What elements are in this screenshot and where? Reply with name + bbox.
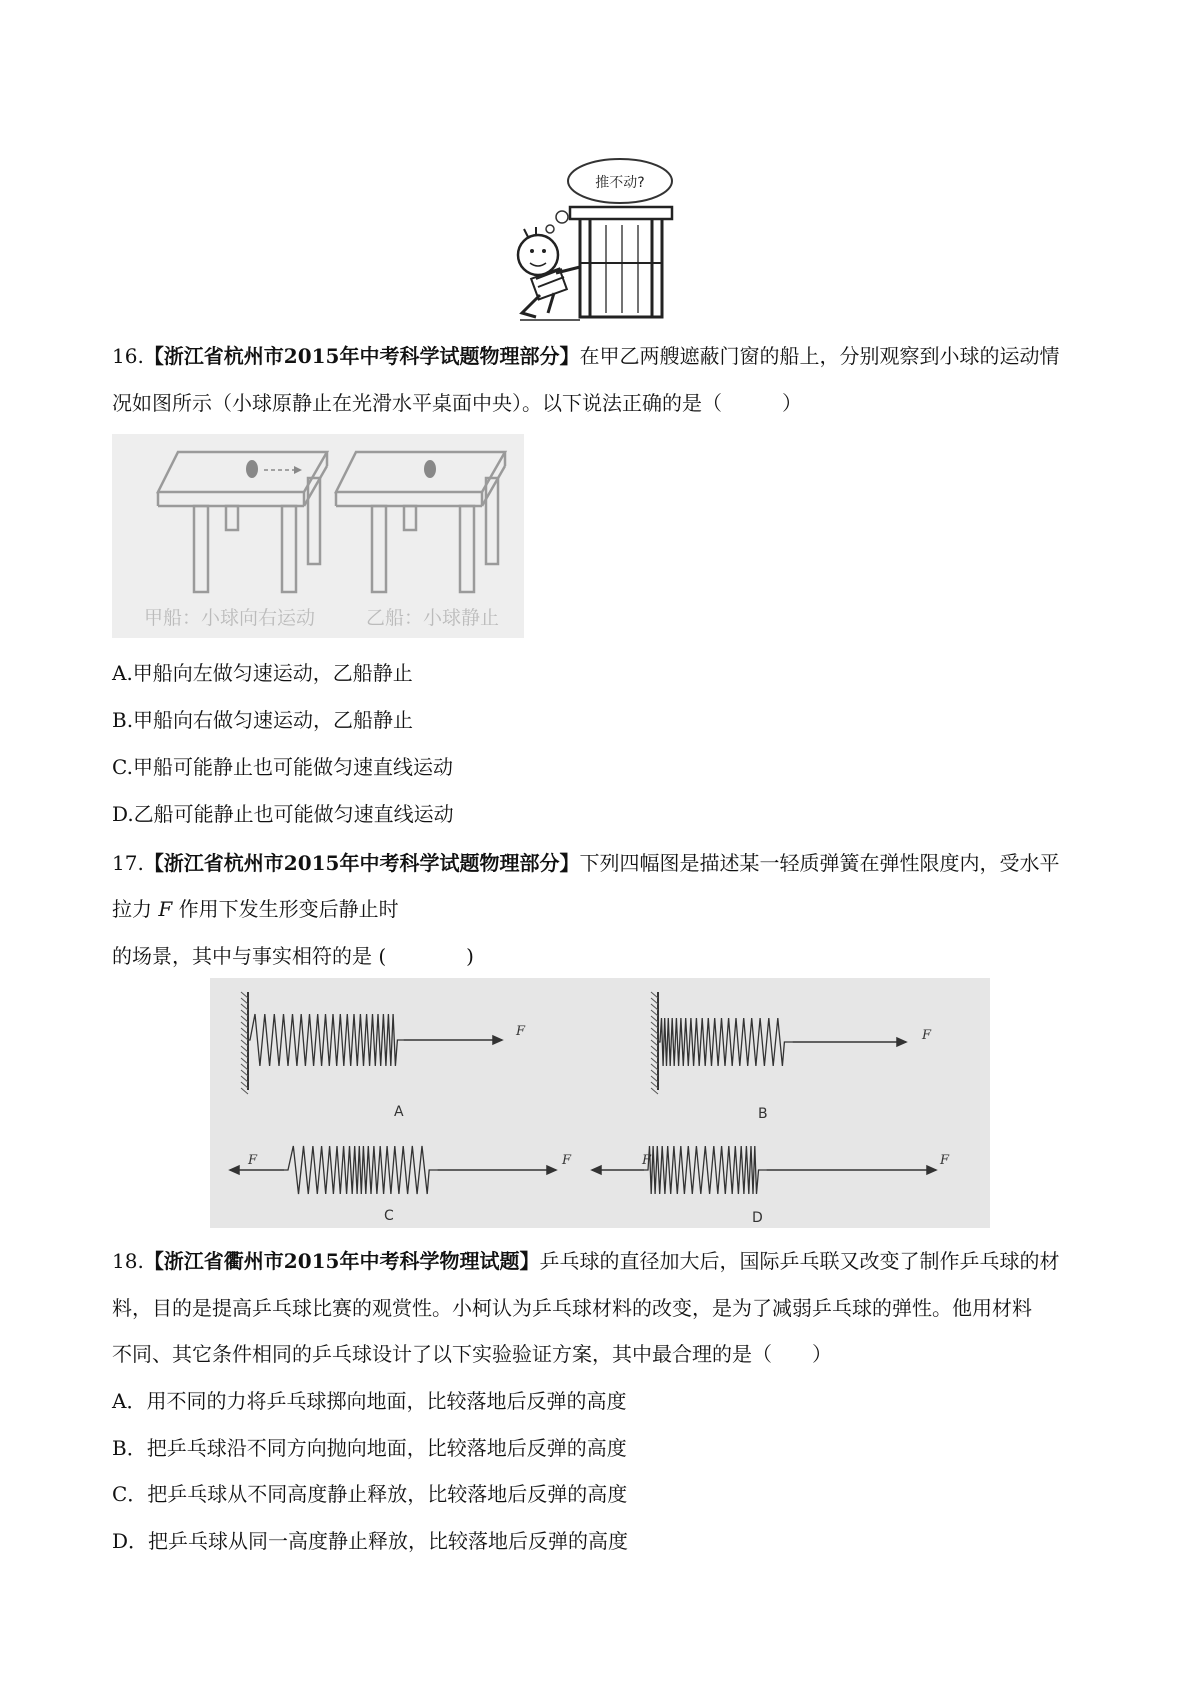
- force-arrow-a-head: [493, 1036, 502, 1044]
- q17-label-c: C: [384, 1208, 394, 1224]
- q17-force-a: F: [516, 1024, 526, 1039]
- q18-option-b: B．把乒乓球沿不同方向抛向地面，比较落地后反弹的高度: [112, 1436, 627, 1460]
- spring-d: [644, 1146, 767, 1194]
- q18-option-d: D．把乒乓球从同一高度静止释放，比较落地后反弹的高度: [112, 1529, 629, 1553]
- q17-label-a: A: [394, 1104, 404, 1120]
- spring-c: [284, 1146, 437, 1194]
- q17-force-c-left: F: [248, 1153, 258, 1168]
- q17-source: 【浙江省杭州市2015年中考科学试题物理部分】: [143, 851, 580, 875]
- q17-force-variable: F: [158, 897, 173, 921]
- q18-title-line1: [112, 1247, 1059, 1275]
- q16-option-d: D.乙船可能静止也可能做匀速直线运动: [112, 802, 454, 826]
- force-arrow-d-left-head: [592, 1166, 601, 1174]
- q18-source: 【浙江省衢州市2015年中考科学物理试题】: [143, 1249, 540, 1273]
- q17-text-line1: 下列四幅图是描述某一轻质弹簧在弹性限度内，受水平: [579, 851, 1060, 875]
- q18-option-c: C．把乒乓球从不同高度静止释放，比较落地后反弹的高度: [112, 1482, 628, 1506]
- force-arrow-d-right-head: [927, 1166, 936, 1174]
- q16-text-line2: 况如图所示（小球原静止在光滑水平桌面中央）。以下说法正确的是（ ）: [112, 391, 802, 415]
- q17-line2-suffix: 作用下发生形变后静止时: [172, 897, 399, 921]
- spring-a: [248, 1014, 403, 1066]
- q17-force-b: F: [922, 1028, 932, 1043]
- q16-tables-figure: [112, 434, 524, 638]
- q16-option-c: C.甲船可能静止也可能做匀速直线运动: [112, 755, 453, 779]
- q16-text-line1: 在甲乙两艘遮蔽门窗的船上，分别观察到小球的运动情: [579, 344, 1060, 368]
- q17-number: 17.: [112, 851, 144, 875]
- q16-source: 【浙江省杭州市2015年中考科学试题物理部分】: [143, 344, 580, 368]
- q16-number: 16.: [112, 344, 144, 368]
- q17-line2-prefix: 拉力: [112, 897, 159, 921]
- q18-option-a: A．用不同的力将乒乓球掷向地面，比较落地后反弹的高度: [112, 1389, 627, 1413]
- force-arrow-c-left-head: [230, 1166, 239, 1174]
- force-arrow-c-right-head: [547, 1166, 556, 1174]
- q16-option-b: B.甲船向右做匀速运动，乙船静止: [112, 708, 414, 732]
- q16-figure-caption-right: 乙船：小球静止: [366, 607, 500, 629]
- q18-text-line3: 不同、其它条件相同的乒乓球设计了以下实验验证方案，其中最合理的是（ ）: [112, 1342, 832, 1366]
- cartoon-push-crate-figure: [500, 145, 700, 325]
- q18-text-line1: 乒乓球的直径加大后，国际乒乓联又改变了制作乒乓球的材: [539, 1249, 1060, 1273]
- q17-force-d-left: F: [642, 1153, 652, 1168]
- q17-label-b: B: [758, 1106, 768, 1122]
- q17-label-d: D: [752, 1210, 763, 1226]
- q17-text-line2: [112, 895, 399, 923]
- q17-springs-figure: [210, 978, 990, 1228]
- q17-text-line3: 的场景，其中与事实相符的是 ( ): [112, 944, 474, 968]
- q17-force-d-right: F: [940, 1153, 950, 1168]
- bubble-text: 推不动?: [595, 175, 645, 191]
- force-arrow-b-head: [897, 1038, 906, 1046]
- q16-title-line1: [112, 342, 1059, 370]
- q17-title-line1: [112, 849, 1059, 877]
- q18-text-line2: 料，目的是提高乒乓球比赛的观赏性。小柯认为乒乓球材料的改变，是为了减弱乒乓球的弹性。他用材料: [112, 1296, 1032, 1320]
- q16-figure-caption-left: 甲船：小球向右运动: [144, 607, 316, 629]
- q17-force-c-right: F: [562, 1153, 572, 1168]
- q18-number: 18.: [112, 1249, 144, 1273]
- spring-b: [658, 1018, 792, 1066]
- q16-option-a: A.甲船向左做匀速运动，乙船静止: [112, 661, 413, 685]
